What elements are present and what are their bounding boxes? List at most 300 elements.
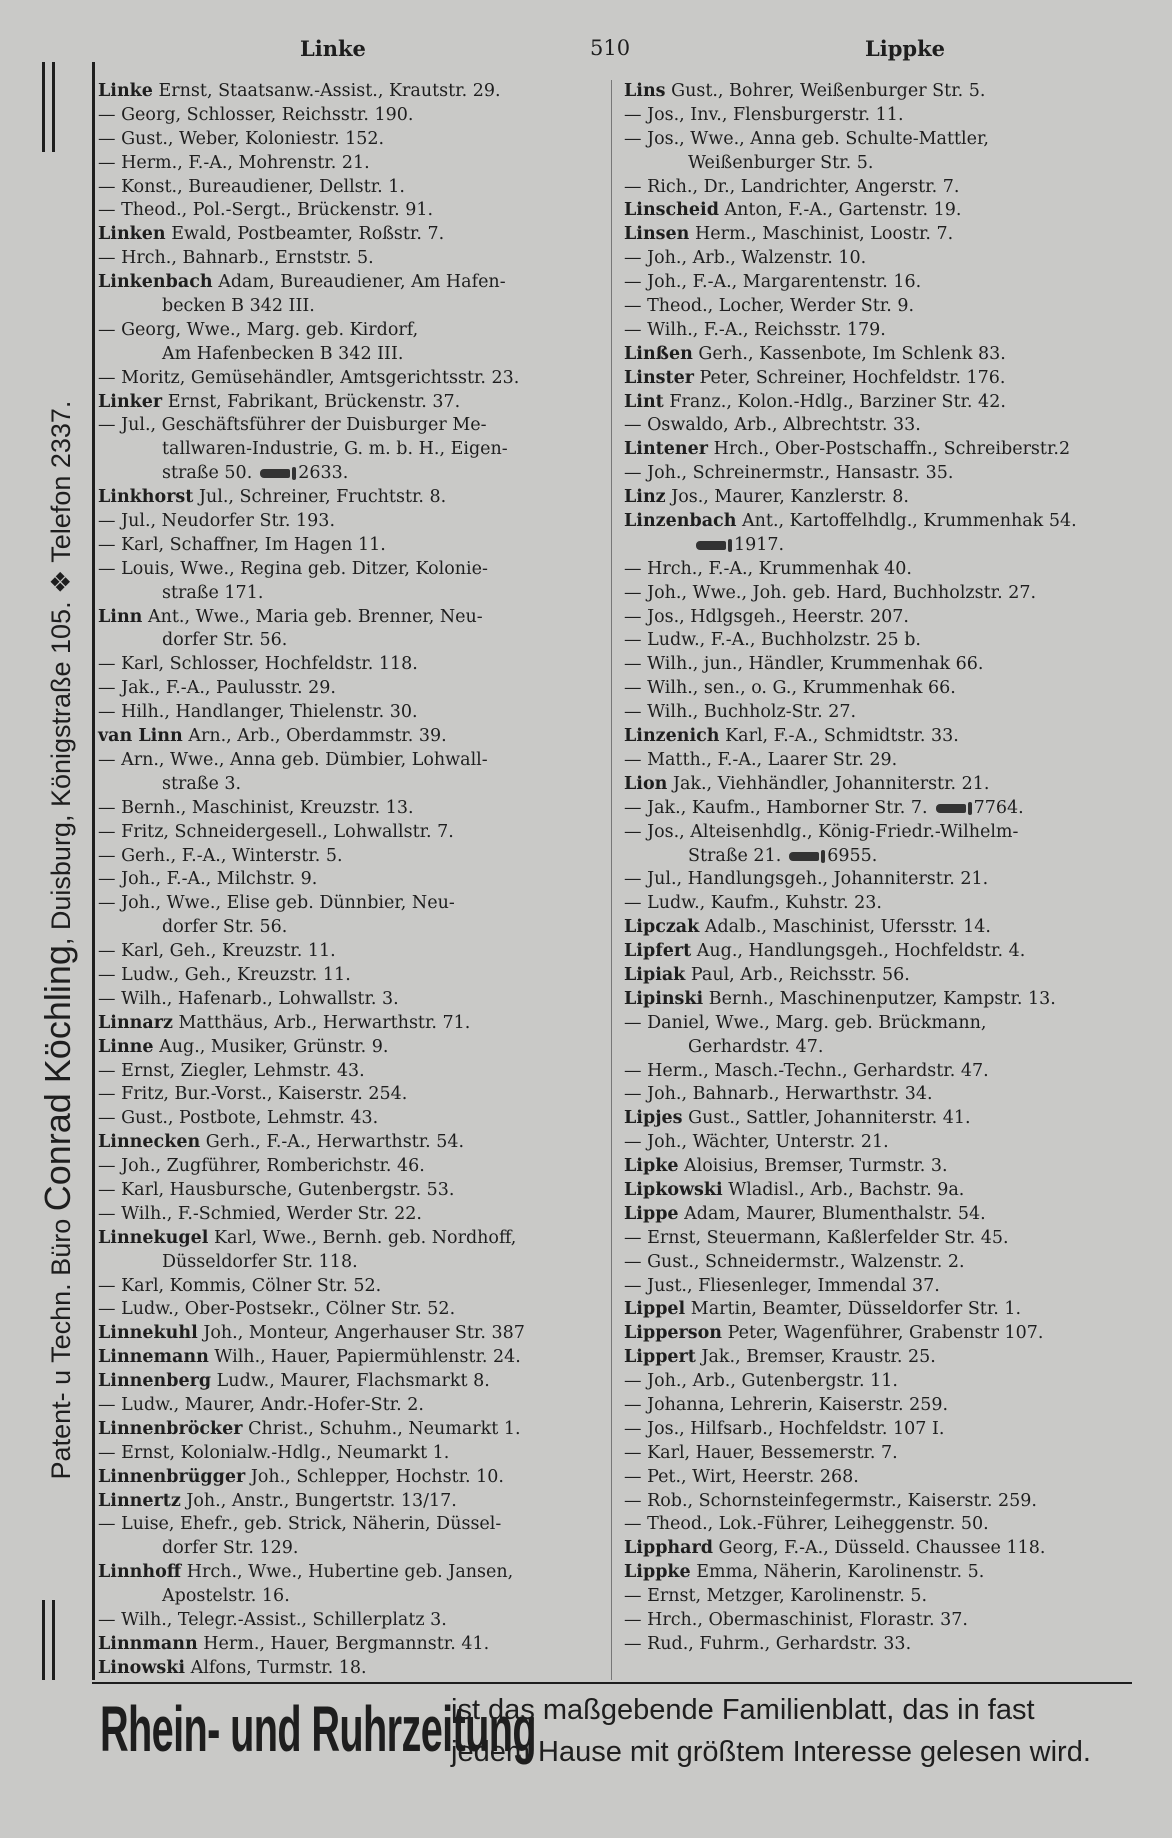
phone-number: 6955. xyxy=(827,845,878,866)
entry-text: dorfer Str. 129. xyxy=(162,1538,299,1559)
sub-entry xyxy=(624,868,1077,892)
ditto-dash: — xyxy=(98,200,122,221)
ditto-dash: — xyxy=(98,941,122,962)
sub-entry xyxy=(98,176,525,200)
sub-entry xyxy=(624,677,1077,701)
sub-entry xyxy=(624,1251,1077,1275)
entry-text: Joh., Zugführer, Romberichstr. 46. xyxy=(121,1156,425,1177)
directory-entry xyxy=(624,1537,1077,1561)
entry-text: Herm., Maschinist, Loostr. 7. xyxy=(694,224,954,245)
sub-entry xyxy=(98,1442,525,1466)
entry-text: Ewald, Postbeamter, Roßstr. 7. xyxy=(171,224,445,245)
entry-text: Joh., Arb., Walzenstr. 10. xyxy=(647,248,867,269)
directory-entry xyxy=(98,486,525,510)
ditto-dash: — xyxy=(624,678,648,699)
surname: Linnenbrügger xyxy=(98,1466,246,1487)
ditto-dash: — xyxy=(624,1586,648,1607)
sub-entry xyxy=(624,1442,1077,1466)
ditto-dash: — xyxy=(624,1275,648,1296)
entry-text: Hrch., Bahnarb., Ernststr. 5. xyxy=(121,248,374,269)
entry-text: Jul., Schreiner, Fruchtstr. 8. xyxy=(198,487,447,508)
directory-entry xyxy=(98,1466,525,1490)
entry-text: Ernst, Metzger, Karolinenstr. 5. xyxy=(647,1586,928,1607)
entry-text: Paul, Arb., Reichsstr. 56. xyxy=(690,964,910,985)
entry-continuation xyxy=(624,152,1077,176)
directory-entry xyxy=(98,1633,525,1657)
sub-entry xyxy=(624,128,1077,152)
entry-continuation xyxy=(98,1251,525,1275)
entry-text: Konst., Bureaudiener, Dellstr. 1. xyxy=(121,176,405,197)
surname: Linnenbröcker xyxy=(98,1418,243,1439)
directory-entry xyxy=(624,1203,1077,1227)
entry-text: Jak., Viehhändler, Johanniterstr. 21. xyxy=(672,773,990,794)
entry-text: Aug., Handlungsgeh., Hochfeldstr. 4. xyxy=(696,941,1026,962)
sub-entry xyxy=(624,1466,1077,1490)
ditto-dash: — xyxy=(98,893,122,914)
sub-entry xyxy=(624,629,1077,653)
entry-text: Jul., Geschäftsführer der Duisburger Me- xyxy=(121,415,487,436)
sub-entry xyxy=(624,1370,1077,1394)
sub-entry xyxy=(98,1298,525,1322)
directory-entry xyxy=(98,1370,525,1394)
ad-top-rule xyxy=(92,1682,1132,1684)
ditto-dash: — xyxy=(98,1275,122,1296)
surname: Lippel xyxy=(624,1299,686,1320)
directory-entry xyxy=(98,1418,525,1442)
entry-text: Peter, Wagenführer, Grabenstr 107. xyxy=(727,1323,1044,1344)
directory-entry xyxy=(624,510,1077,534)
entry-text: Franz., Kolon.-Hdlg., Barziner Str. 42. xyxy=(669,391,1006,412)
ditto-dash: — xyxy=(98,678,122,699)
sub-entry xyxy=(624,1633,1077,1657)
ditto-dash: — xyxy=(624,1012,648,1033)
entry-text: Luise, Ehefr., geb. Strick, Näherin, Düssel- xyxy=(121,1514,502,1535)
sub-entry xyxy=(624,295,1077,319)
entry-continuation xyxy=(98,1585,525,1609)
sub-entry xyxy=(624,319,1077,343)
entry-text: Theod., Pol.-Sergt., Brückenstr. 91. xyxy=(121,200,434,221)
entry-text: tallwaren-Industrie, G. m. b. H., Eigen- xyxy=(162,439,508,460)
entry-text: dorfer Str. 56. xyxy=(162,630,288,651)
entry-text: Herm., Masch.-Techn., Gerhardstr. 47. xyxy=(647,1060,989,1081)
sub-entry xyxy=(98,749,525,773)
ditto-dash: — xyxy=(98,821,122,842)
directory-entry xyxy=(624,988,1077,1012)
entry-text: Jos., Maurer, Kanzlerstr. 8. xyxy=(671,487,909,508)
left-column xyxy=(98,80,525,1681)
ditto-dash: — xyxy=(624,1418,648,1439)
ditto-dash: — xyxy=(624,1490,648,1511)
entry-text: Ernst, Ziegler, Lehmstr. 43. xyxy=(121,1060,365,1081)
entry-text: Wilh., jun., Händler, Krummenhak 66. xyxy=(647,654,984,675)
entry-text: Moritz, Gemüsehändler, Amtsgerichtsstr. 23. xyxy=(121,367,520,388)
sub-entry xyxy=(624,104,1077,128)
ditto-dash: — xyxy=(98,1203,122,1224)
directory-entry xyxy=(624,1346,1077,1370)
entry-text: Georg, Schlosser, Reichsstr. 190. xyxy=(121,104,414,125)
entry-text: Düsseldorfer Str. 118. xyxy=(162,1251,358,1272)
directory-entry xyxy=(624,1298,1077,1322)
ditto-dash: — xyxy=(98,964,122,985)
entry-text: Herm., F.-A., Mohrenstr. 21. xyxy=(121,152,370,173)
directory-entry xyxy=(624,391,1077,415)
entry-continuation xyxy=(624,534,1077,558)
ditto-dash: — xyxy=(98,749,122,770)
surname: Linne xyxy=(98,1036,154,1057)
entry-text: Gust., Weber, Koloniestr. 152. xyxy=(121,128,385,149)
entry-continuation xyxy=(624,1036,1077,1060)
directory-entry xyxy=(624,199,1077,223)
ditto-dash: — xyxy=(98,511,122,532)
entry-text: Martin, Beamter, Düsseldorfer Str. 1. xyxy=(690,1299,1022,1320)
sub-entry xyxy=(98,1179,525,1203)
telephone-icon xyxy=(789,852,819,861)
sub-entry xyxy=(624,1513,1077,1537)
entry-text: Ludw., F.-A., Buchholzstr. 25 b. xyxy=(647,630,921,651)
entry-text: Weißenburger Str. 5. xyxy=(688,152,874,173)
sub-entry xyxy=(624,582,1077,606)
surname: Lipkowski xyxy=(624,1179,723,1200)
entry-text: Ludw., Maurer, Andr.-Hofer-Str. 2. xyxy=(121,1394,424,1415)
sub-entry xyxy=(624,1585,1077,1609)
entry-text: Joh., Monteur, Angerhauser Str. 387 xyxy=(203,1323,525,1344)
entry-text: Rich., Dr., Landrichter, Angerstr. 7. xyxy=(647,176,960,197)
directory-entry xyxy=(98,391,525,415)
entry-text: Ludw., Kaufm., Kuhstr. 23. xyxy=(647,893,882,914)
entry-continuation xyxy=(98,773,525,797)
ditto-dash: — xyxy=(624,1084,648,1105)
sub-entry xyxy=(624,462,1077,486)
surname: Lion xyxy=(624,773,668,794)
ditto-dash: — xyxy=(98,702,122,723)
sub-entry xyxy=(624,821,1077,845)
phone-number: 7764. xyxy=(973,797,1024,818)
ditto-dash: — xyxy=(624,893,648,914)
directory-entry xyxy=(624,1322,1077,1346)
surname: Linnhoff xyxy=(98,1562,182,1583)
telephone-icon xyxy=(696,541,726,550)
ditto-dash: — xyxy=(624,630,648,651)
surname: Lipke xyxy=(624,1156,679,1177)
entry-text: Pet., Wirt, Heerstr. 268. xyxy=(647,1466,859,1487)
directory-entry xyxy=(98,1227,525,1251)
directory-entry xyxy=(98,1036,525,1060)
entry-text: Wilh., Hafenarb., Lohwallstr. 3. xyxy=(121,988,399,1009)
entry-text: Straße 21. xyxy=(688,845,782,866)
sub-entry xyxy=(98,510,525,534)
sub-entry xyxy=(98,1275,525,1299)
entry-text: Karl, F.-A., Schmidtstr. 33. xyxy=(725,726,959,747)
sub-entry xyxy=(624,1083,1077,1107)
sub-entry xyxy=(624,1394,1077,1418)
ditto-dash: — xyxy=(624,176,648,197)
entry-text: Joh., Wwe., Joh. geb. Hard, Buchholzstr. 27. xyxy=(647,582,1037,603)
entry-text: Wilh., sen., o. G., Krummenhak 66. xyxy=(647,678,956,699)
sub-entry xyxy=(624,247,1077,271)
ditto-dash: — xyxy=(98,1394,122,1415)
sub-entry xyxy=(98,199,525,223)
surname: Linken xyxy=(98,224,166,245)
entry-text: Aug., Musiker, Grünstr. 9. xyxy=(159,1036,389,1057)
entry-text: Hrch., Obermaschinist, Florastr. 37. xyxy=(647,1610,968,1630)
entry-text: Joh., Bahnarb., Herwarthstr. 34. xyxy=(647,1084,933,1105)
directory-entry xyxy=(98,271,525,295)
directory-entry xyxy=(624,223,1077,247)
ditto-dash: — xyxy=(98,797,122,818)
surname: Linkhorst xyxy=(98,487,194,508)
entry-text: Gerh., Kassenbote, Im Schlenk 83. xyxy=(698,343,1006,364)
surname: Linsen xyxy=(624,224,690,245)
entry-text: Matth., F.-A., Laarer Str. 29. xyxy=(647,749,898,770)
side-text-post: , Duisburg, Königstraße 105. ❖ Telefon 2337. xyxy=(46,400,76,946)
side-text-pre: Patent- u Techn. Büro xyxy=(46,1211,76,1480)
entry-text: Jos., Hilfsarb., Hochfeldstr. 107 I. xyxy=(647,1418,945,1439)
sub-entry xyxy=(98,1203,525,1227)
sub-entry xyxy=(98,534,525,558)
entry-text: Louis, Wwe., Regina geb. Ditzer, Kolonie- xyxy=(121,558,488,579)
entry-text: Hrch., Ober-Postschaffn., Schreiberstr.2 xyxy=(713,439,1071,460)
sub-entry xyxy=(624,1609,1077,1633)
surname: Lipfert xyxy=(624,941,692,962)
rule xyxy=(52,62,55,152)
entry-text: Wilh., Hauer, Papiermühlenstr. 24. xyxy=(214,1347,521,1368)
ditto-dash: — xyxy=(624,797,648,818)
entry-text: Wilh., F.-Schmied, Werder Str. 22. xyxy=(121,1203,422,1224)
surname: Linz xyxy=(624,487,666,508)
entry-text: Wilh., Telegr.-Assist., Schillerplatz 3. xyxy=(121,1610,447,1630)
entry-text: Theod., Locher, Werder Str. 9. xyxy=(647,296,915,317)
surname: van Linn xyxy=(98,726,183,747)
phone-number: 1917. xyxy=(734,534,785,555)
directory-entry xyxy=(624,486,1077,510)
sub-entry xyxy=(98,1060,525,1084)
entry-text: Jak., F.-A., Paulusstr. 29. xyxy=(121,678,336,699)
surname: Linnecken xyxy=(98,1132,201,1153)
entry-text: Gust., Schneidermstr., Walzenstr. 2. xyxy=(647,1251,965,1272)
sub-entry xyxy=(624,1418,1077,1442)
entry-text: Jos., Wwe., Anna geb. Schulte-Mattler, xyxy=(647,128,989,149)
entry-text: Joh., Schreinermstr., Hansastr. 35. xyxy=(647,463,954,484)
ditto-dash: — xyxy=(98,152,122,173)
entry-text: straße 3. xyxy=(162,773,242,794)
newspaper-title: Rhein- und Ruhrzeitung xyxy=(100,1693,536,1765)
directory-entry xyxy=(624,1179,1077,1203)
entry-text: Karl, Wwe., Bernh. geb. Nordhoff, xyxy=(213,1227,517,1248)
sub-entry xyxy=(98,558,525,582)
entry-text: Hilh., Handlanger, Thielenstr. 30. xyxy=(121,702,418,723)
entry-text: Christ., Schuhm., Neumarkt 1. xyxy=(248,1418,521,1439)
surname: Linnmann xyxy=(98,1633,198,1654)
ditto-dash: — xyxy=(98,1442,122,1463)
entry-text: Jos., Hdlgsgeh., Heerstr. 207. xyxy=(647,606,909,627)
header-right-keyword: Lippke xyxy=(865,36,946,61)
ditto-dash: — xyxy=(624,702,648,723)
entry-text: Gerh., F.-A., Herwarthstr. 54. xyxy=(205,1132,465,1153)
entry-text: Hrch., F.-A., Krummenhak 40. xyxy=(647,558,912,579)
sub-entry xyxy=(98,247,525,271)
sub-entry xyxy=(98,868,525,892)
ditto-dash: — xyxy=(624,415,648,436)
ditto-dash: — xyxy=(624,128,648,149)
ditto-dash: — xyxy=(98,248,122,269)
entry-text: becken B 342 III. xyxy=(162,296,315,317)
ditto-dash: — xyxy=(624,463,648,484)
ditto-dash: — xyxy=(98,415,122,436)
surname: Lins xyxy=(624,81,666,101)
ditto-dash: — xyxy=(624,319,648,340)
directory-entry xyxy=(98,1131,525,1155)
directory-entry xyxy=(98,1657,525,1681)
sub-entry xyxy=(624,653,1077,677)
directory-entry xyxy=(98,1012,525,1036)
entry-text: Hrch., Wwe., Hubertine geb. Jansen, xyxy=(186,1562,514,1583)
entry-text: Jos., Alteisenhdlg., König-Friedr.-Wilhelm- xyxy=(647,821,1019,842)
ditto-dash: — xyxy=(98,1108,122,1129)
entry-text: Wladisl., Arb., Bachstr. 9a. xyxy=(728,1179,965,1200)
ad-line-2: jedem Hause mit größtem Interesse gelesen wird. xyxy=(451,1736,1091,1768)
surname: Linßen xyxy=(624,343,693,364)
surname: Lintener xyxy=(624,439,708,460)
ditto-dash: — xyxy=(98,104,122,125)
directory-entry xyxy=(98,223,525,247)
entry-continuation xyxy=(98,343,525,367)
entry-text: Joh., Wwe., Elise geb. Dünnbier, Neu- xyxy=(121,893,455,914)
ditto-dash: — xyxy=(624,1633,648,1654)
surname: Lipphard xyxy=(624,1538,713,1559)
surname: Lipczak xyxy=(624,917,700,938)
entry-text: Bernh., Maschinist, Kreuzstr. 13. xyxy=(121,797,414,818)
sub-entry xyxy=(98,677,525,701)
entry-text: Karl, Schlosser, Hochfeldstr. 118. xyxy=(121,654,418,675)
entry-text: Ernst, Kolonialw.-Hdlg., Neumarkt 1. xyxy=(121,1442,450,1463)
entry-text: Ernst, Steuermann, Kaßlerfelder Str. 45. xyxy=(647,1227,1009,1248)
entry-text: Oswaldo, Arb., Albrechtstr. 33. xyxy=(647,415,921,436)
entry-text: Gust., Sattler, Johanniterstr. 41. xyxy=(688,1108,971,1129)
ditto-dash: — xyxy=(98,319,122,340)
entry-text: Rob., Schornsteinfegermstr., Kaiserstr. 259. xyxy=(647,1490,1037,1511)
entry-text: Herm., Hauer, Bergmannstr. 41. xyxy=(203,1633,490,1654)
phone-number: 2633. xyxy=(298,463,349,484)
surname: Linker xyxy=(98,391,163,412)
entry-text: Ludw., Ober-Postsekr., Cölner Str. 52. xyxy=(121,1299,456,1320)
directory-entry xyxy=(624,1155,1077,1179)
surname: Linnarz xyxy=(98,1012,173,1033)
entry-text: Anton, F.-A., Gartenstr. 19. xyxy=(724,200,962,221)
surname: Linnenberg xyxy=(98,1371,212,1392)
surname: Lippe xyxy=(624,1203,679,1224)
ditto-dash: — xyxy=(98,988,122,1009)
ditto-dash: — xyxy=(98,1060,122,1081)
sub-entry xyxy=(98,319,525,343)
ditto-dash: — xyxy=(624,104,648,125)
entry-text: Karl, Geh., Kreuzstr. 11. xyxy=(121,941,336,962)
rule xyxy=(42,62,45,152)
entry-text: Wilh., F.-A., Reichsstr. 179. xyxy=(647,319,886,340)
surname: Lipinski xyxy=(624,988,704,1009)
ditto-dash: — xyxy=(98,1299,122,1320)
directory-entry xyxy=(624,1107,1077,1131)
entry-text: Jul., Neudorfer Str. 193. xyxy=(121,511,336,532)
ditto-dash: — xyxy=(624,654,648,675)
directory-entry xyxy=(624,367,1077,391)
surname: Linnertz xyxy=(98,1490,181,1511)
entry-text: Gust., Postbote, Lehmstr. 43. xyxy=(121,1108,379,1129)
entry-text: Jak., Bremser, Kraustr. 25. xyxy=(701,1347,936,1368)
ditto-dash: — xyxy=(624,749,648,770)
sub-entry xyxy=(624,1227,1077,1251)
ditto-dash: — xyxy=(624,1227,648,1248)
entry-text: Jul., Handlungsgeh., Johanniterstr. 21. xyxy=(647,869,989,890)
surname: Linnemann xyxy=(98,1347,209,1368)
ditto-dash: — xyxy=(624,869,648,890)
surname: Linke xyxy=(98,81,153,101)
entry-continuation xyxy=(624,845,1077,869)
telephone-icon xyxy=(936,804,966,813)
ditto-dash: — xyxy=(624,1371,648,1392)
side-banner xyxy=(0,0,95,1838)
ditto-dash: — xyxy=(98,845,122,866)
ditto-dash: — xyxy=(98,367,122,388)
entry-text: Ludw., Geh., Kreuzstr. 11. xyxy=(121,964,351,985)
ditto-dash: — xyxy=(624,606,648,627)
entry-text: Arn., Wwe., Anna geb. Dümbier, Lohwall- xyxy=(121,749,488,770)
sub-entry xyxy=(98,653,525,677)
surname: Linowski xyxy=(98,1657,186,1678)
entry-continuation xyxy=(98,462,525,486)
entry-text: Matthäus, Arb., Herwarthstr. 71. xyxy=(178,1012,471,1033)
ditto-dash: — xyxy=(624,1466,648,1487)
ditto-dash: — xyxy=(98,1084,122,1105)
sub-entry xyxy=(98,1155,525,1179)
surname: Linscheid xyxy=(624,200,719,221)
entry-text: Joh., Wächter, Unterstr. 21. xyxy=(647,1132,889,1153)
entry-text: Emma, Näherin, Karolinenstr. 5. xyxy=(696,1562,985,1583)
directory-entry xyxy=(98,1322,525,1346)
surname: Linzenbach xyxy=(624,511,737,532)
entry-text: Joh., Arb., Gutenbergstr. 11. xyxy=(647,1371,898,1392)
sub-entry xyxy=(624,1060,1077,1084)
ditto-dash: — xyxy=(98,1179,122,1200)
sub-entry xyxy=(98,104,525,128)
ditto-dash: — xyxy=(98,869,122,890)
ditto-dash: — xyxy=(98,1610,122,1630)
sub-entry xyxy=(98,1394,525,1418)
ditto-dash: — xyxy=(98,1514,122,1535)
sub-entry xyxy=(98,845,525,869)
sub-entry xyxy=(98,701,525,725)
entry-text: Alfons, Turmstr. 18. xyxy=(190,1657,367,1678)
entry-text: Joh., Schlepper, Hochstr. 10. xyxy=(250,1466,504,1487)
entry-text: Ernst, Fabrikant, Brückenstr. 37. xyxy=(167,391,461,412)
sub-entry xyxy=(98,821,525,845)
ditto-dash: — xyxy=(624,1394,648,1415)
sub-entry xyxy=(624,797,1077,821)
entry-text: Apostelstr. 16. xyxy=(162,1586,290,1607)
directory-entry xyxy=(624,773,1077,797)
ditto-dash: — xyxy=(98,534,122,555)
sub-entry xyxy=(98,797,525,821)
entry-text: Daniel, Wwe., Marg. geb. Brückmann, xyxy=(647,1012,987,1033)
entry-text: Gerh., F.-A., Winterstr. 5. xyxy=(121,845,343,866)
sub-entry xyxy=(98,128,525,152)
entry-continuation xyxy=(98,1537,525,1561)
sub-entry xyxy=(98,988,525,1012)
directory-entry xyxy=(624,80,1077,104)
surname: Linzenich xyxy=(624,726,720,747)
sub-entry xyxy=(98,940,525,964)
ditto-dash: — xyxy=(624,1132,648,1153)
sub-entry xyxy=(624,558,1077,582)
